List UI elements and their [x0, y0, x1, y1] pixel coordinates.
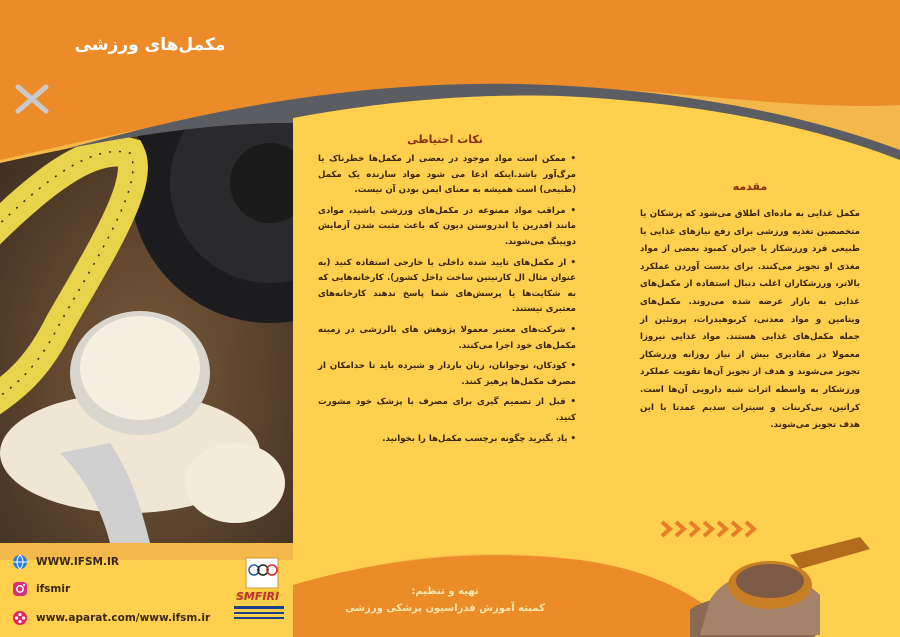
- precaution-item: • مراقب مواد ممنوعه در مکمل‌های ورزشی باشید، موادی مانند افدرین یا اندروستن دیون که باعث مثبت شدن آزمایش دوپینگ می‌شوند.: [318, 205, 576, 247]
- precaution-item: • کودکان، نوجوانان، زنان باردار و شیرده باید تا حدامکان از مصرف مکمل‌ها پرهیز کنند.: [318, 361, 576, 387]
- website-link[interactable]: WWW.IFSM.IR: [36, 556, 119, 568]
- precaution-item: • ممکن است مواد موجود در بعضی از مکمل‌ها خطرناک یا مرگ‌آور باشد.اینکه ادعا می شود مواد سازنده یک مکمل (طبیعی) است همیشه به معنای ایمن بودن آن نیست.: [318, 154, 576, 196]
- precautions-title: نکات احتیاطی: [407, 133, 483, 146]
- precaution-item: • شرکت‌های معتبر معمولا پژوهش های بالرزشی در زمینه مکمل‌های خود اجرا می‌کنند.: [318, 324, 576, 351]
- precautions-list: [318, 152, 576, 452]
- credit-label: تهیه و تنظیم:: [411, 586, 479, 597]
- chocolate-powder-scoop-photo: [690, 525, 900, 637]
- intro-body: مکمل غذایی به ماده‌ای اطلاق می‌شود که پزشکان یا متخصصین تغذیه ورزشی برای رفع نیازهای غذایی یا طبیعی فرد ورزشکار یا جبران کمبود بعضی از مواد مغذی او تجویز می‌کنند. برای بدست آوردن عملکرد بالاتر، ورزشکاران اغلب دنبال استفاده از مکمل‌های غذایی به بازار عرضه شده می‌روند. مکمل‌های ویتامین و مواد معدنی، کربوهیدرات، پروتئین از جمله مکمل‌های غذایی هستند. مواد غذایی نیروزا معمولا در مقادیری بیش از نیاز روزانه ورزشکار تجویز می‌شوند و هدف از تجویز آن‌ها تقویت عملکرد ورزشکار به واسطه اثرات شبه دارویی آن‌ها است. کراتین، بی‌کربنات و سیترات سدیم عمدتا با این هدف تجویز می‌شوند.: [640, 209, 860, 431]
- precaution-item: • یاد بگیرید چگونه برچسب مکمل‌ها را بخوانید.: [382, 433, 576, 444]
- precaution-item: • از مکمل‌های تایید شده داخلی یا خارجی استفاده کنید (به عنوان مثال ال کارنیتین ساخت داخل کشور). کارخانه‌هایی که به شکایت‌ها یا پرسش‌های شما پاسخ ندهند کارخانه‌های معتبری نیستند.: [318, 257, 576, 315]
- instagram-handle[interactable]: ifsmir: [36, 583, 71, 595]
- website-contact[interactable]: [12, 553, 119, 571]
- protein-powder-photo: [0, 123, 293, 543]
- instagram-contact[interactable]: [12, 580, 70, 598]
- precaution-item: • قبل از تصمیم گیری برای مصرف با پزشک خود مشورت کنید.: [318, 397, 576, 423]
- intro-title: مقدمه: [732, 180, 768, 193]
- globe-icon: [12, 554, 28, 570]
- credit-name: کمیته آموزش فدراسیون پزشکی ورزشی: [345, 603, 545, 614]
- aparat-icon: [12, 610, 28, 626]
- aparat-contact[interactable]: [12, 609, 210, 627]
- aparat-link[interactable]: www.aparat.com/www.ifsm.ir: [36, 612, 211, 624]
- page-title: مکمل‌های ورزشی: [74, 35, 226, 55]
- instagram-icon: [12, 581, 28, 597]
- logo-text: SMFIRI: [236, 590, 280, 603]
- close-icon: [14, 84, 50, 114]
- smfiri-logo: [228, 550, 290, 630]
